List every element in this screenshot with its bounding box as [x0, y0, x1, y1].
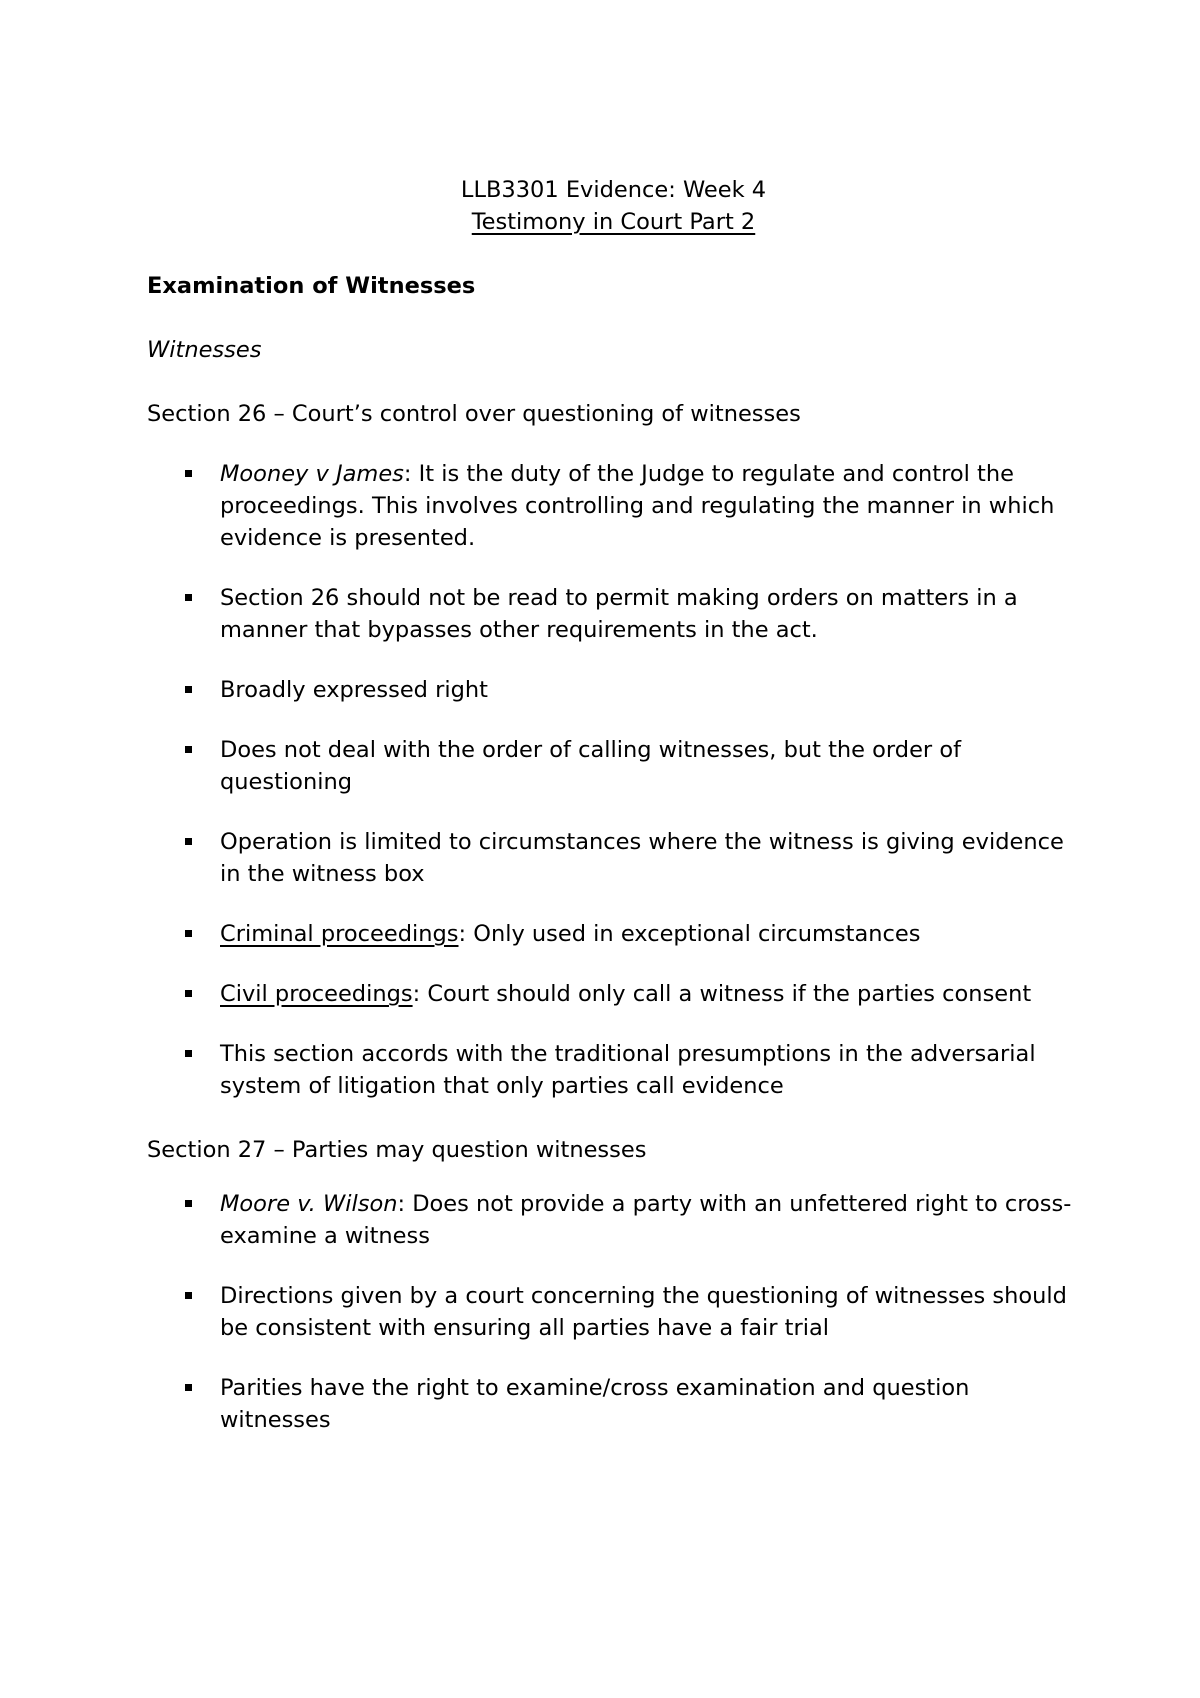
case-name: Moore v. Wilson	[220, 1191, 398, 1217]
list-item	[147, 734, 1080, 798]
list-item	[147, 826, 1080, 890]
section-title: Section 27 – Parties may question witnesses	[147, 1137, 647, 1163]
square-bullet-icon	[185, 594, 192, 601]
bullet-list	[147, 1188, 1080, 1436]
square-bullet-icon	[185, 470, 192, 477]
title-block	[0, 174, 1200, 238]
lead-term: Civil proceedings	[220, 981, 413, 1007]
list-item	[147, 582, 1080, 646]
square-bullet-icon	[185, 1292, 192, 1299]
list-item	[147, 1038, 1080, 1102]
list-item-text: Section 26 should not be read to permit making orders on matters in a manner that bypasses other requirements in the act.	[220, 585, 1018, 643]
list-item-text: Operation is limited to circumstances where the witness is giving evidence in the witness box	[220, 829, 1064, 887]
list-item-text: : Only used in exceptional circumstances	[458, 921, 921, 947]
section-title: Section 26 – Court’s control over questioning of witnesses	[147, 401, 801, 427]
list-item-text: Does not deal with the order of calling witnesses, but the order of questioning	[220, 737, 962, 795]
lead-term: Criminal proceedings	[220, 921, 459, 947]
list-item-text: : Does not provide a party with an unfettered right to cross- examine a witness	[220, 1191, 1072, 1249]
case-name: Mooney v James	[220, 461, 404, 487]
square-bullet-icon	[185, 1200, 192, 1207]
list-item	[147, 1280, 1080, 1344]
list-item	[147, 918, 1080, 950]
bullet-list	[147, 458, 1080, 1102]
list-item	[147, 458, 1080, 554]
square-bullet-icon	[185, 1384, 192, 1391]
square-bullet-icon	[185, 930, 192, 937]
list-item	[147, 674, 1080, 706]
subheading: Witnesses	[147, 337, 262, 363]
list-item-text: This section accords with the traditional presumptions in the adversarial system of litigation that only parties call evidence	[220, 1041, 1036, 1099]
square-bullet-icon	[185, 838, 192, 845]
square-bullet-icon	[185, 1050, 192, 1057]
square-bullet-icon	[185, 746, 192, 753]
list-item-text: Parities have the right to examine/cross examination and question witnesses	[220, 1375, 970, 1433]
list-item-text: Broadly expressed right	[220, 677, 488, 703]
list-item-text: Directions given by a court concerning the questioning of witnesses should be consistent with ensuring all parties have a fair trial	[220, 1283, 1067, 1341]
list-item	[147, 1188, 1080, 1252]
document-subtitle: Testimony in Court Part 2	[471, 209, 756, 235]
square-bullet-icon	[185, 686, 192, 693]
square-bullet-icon	[185, 990, 192, 997]
list-item	[147, 1372, 1080, 1436]
list-item	[147, 978, 1080, 1010]
list-item-text: : Court should only call a witness if the parties consent	[412, 981, 1032, 1007]
document-title: LLB3301 Evidence: Week 4	[460, 177, 767, 203]
main-heading: Examination of Witnesses	[147, 273, 476, 299]
list-item-text: : It is the duty of the Judge to regulate and control the proceedings. This involves controlling and regulating the manner in which evidence is presented.	[220, 461, 1055, 551]
